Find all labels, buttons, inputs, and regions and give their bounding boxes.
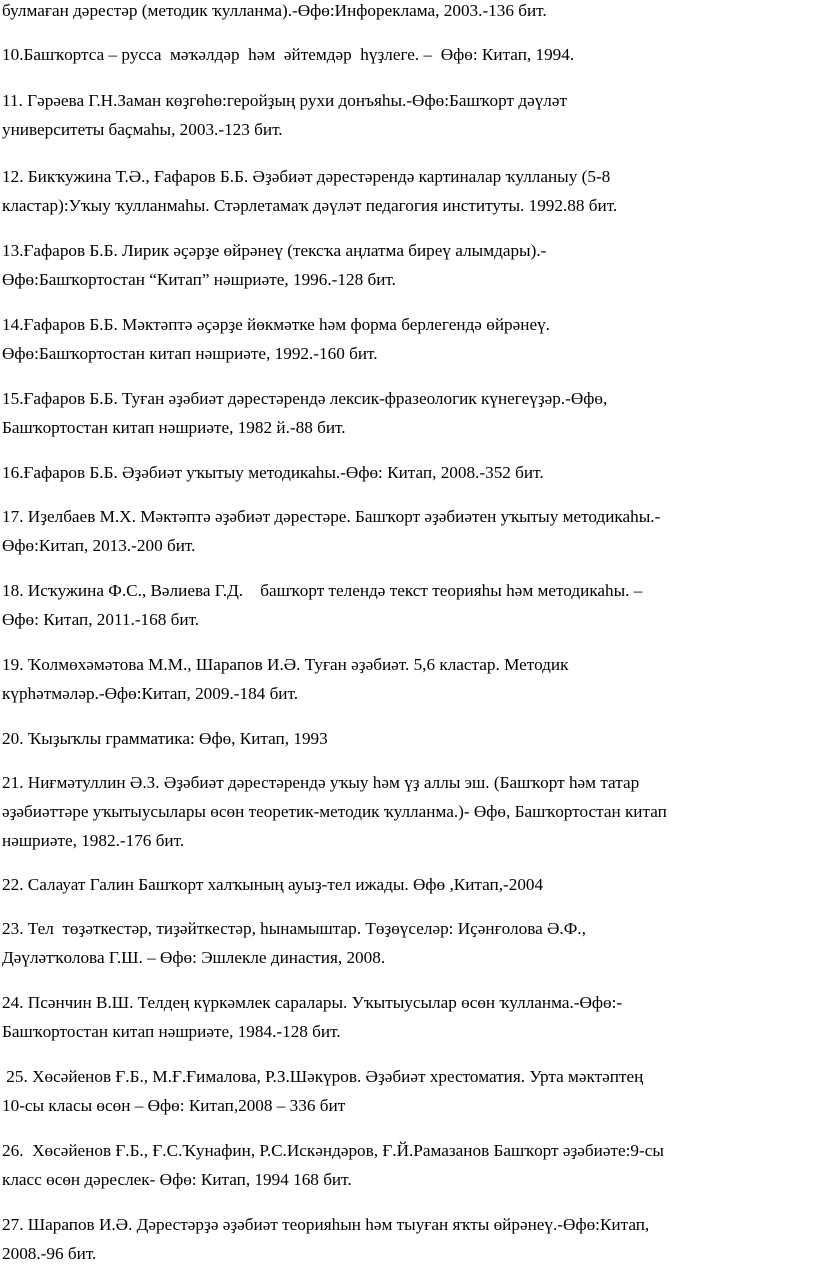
reference-line: 2008.-96 бит. [2, 1244, 97, 1263]
reference-line: 11. Гәрәева Г.Н.Заман көҙгөһө:геройҙың рухи донъяһы.-Өфө:Башҡорт дәүләт [2, 91, 568, 110]
reference-item-14 [2, 310, 814, 368]
reference-line: 14.Ғафаров Б.Б. Мәктәптә әҫәрҙе йөкмәтке һәм форма берлегендә өйрәнеү. [2, 315, 550, 334]
reference-item-17 [2, 502, 814, 560]
reference-line: Башҡортостан китап нәшриәте, 1984.-128 бит. [2, 1022, 341, 1041]
reference-line: 26. Хөсәйенов Ғ.Б., Ғ.С.Ҡунафин, Р.С.Искәндәров, Ғ.Й.Рамазанов Башҡорт әҙәбиәте:9-сы [2, 1141, 664, 1160]
reference-line: кластар):Уҡыу ҡулланмаһы. Стәрлетамаҡ дәүләт педагогия институты. 1992.88 бит. [2, 196, 618, 215]
reference-line: 17. Иҙелбаев М.Х. Мәктәптә әҙәбиәт дәрестәре. Башҡорт әҙәбиәтен уҡытыу методикаһы.- [2, 507, 661, 526]
reference-item-24 [2, 988, 814, 1046]
reference-line: Башҡортостан китап нәшриәте, 1982 й.-88 бит. [2, 418, 346, 437]
reference-line: 21. Ниғмәтуллин Ә.З. Әҙәбиәт дәрестәрендә уҡыу һәм үҙ аллы эш. (Башҡорт һәм татар [2, 773, 640, 792]
reference-line: 13.Ғафаров Б.Б. Лирик әҫәрҙе өйрәнеү (тексҡа аңлатма биреү алымдары).- [2, 241, 547, 260]
reference-item-12 [2, 162, 814, 220]
reference-line: Дәүләтҡолова Г.Ш. – Өфө: Эшлекле династия, 2008. [2, 948, 386, 967]
reference-item-21 [2, 768, 814, 855]
reference-line: 22. Салауат Галин Башҡорт халҡының ауыҙ-тел ижады. Өфө ,Китап,-2004 [2, 875, 544, 894]
reference-line: булмаған дәрестәр (методик ҡулланма).-Өфө:Инфореклама, 2003.-136 бит. [2, 1, 547, 20]
reference-line: 10.Башҡортса – русса мәҡәлдәр һәм әйтемдәр һүҙлеге. – Өфө: Китап, 1994. [2, 45, 575, 64]
reference-line: 20. Ҡыҙыҡлы грамматика: Өфө, Китап, 1993 [2, 729, 328, 748]
reference-line: Өфө: Китап, 2011.-168 бит. [2, 610, 200, 629]
reference-item-27 [2, 1210, 814, 1268]
reference-item-13 [2, 236, 814, 294]
reference-item-25 [2, 1062, 814, 1120]
reference-line: 19. Ҡолмөхәмәтова М.М., Шарапов И.Ә. Туған әҙәбиәт. 5,6 кластар. Методик [2, 655, 569, 674]
reference-line: 18. Исҡужина Ф.С., Вәлиева Г.Д. башҡорт телендә текст теорияһы һәм методикаһы. – [2, 581, 643, 600]
reference-item-23 [2, 914, 814, 972]
reference-line: 16.Ғафаров Б.Б. Әҙәбиәт уҡытыу методикаһы.-Өфө: Китап, 2008.-352 бит. [2, 463, 544, 482]
reference-item-22 [2, 870, 814, 899]
reference-line: 12. Бикҡужина Т.Ә., Ғафаров Б.Б. Әҙәбиәт дәрестәрендә картиналар ҡулланыу (5-8 [2, 167, 611, 186]
reference-item-10 [2, 40, 814, 69]
reference-item-19 [2, 650, 814, 708]
reference-item-18 [2, 576, 814, 634]
reference-line: 15.Ғафаров Б.Б. Туған әҙәбиәт дәрестәрендә лексик-фразеологик күнегеүҙәр.-Өфө, [2, 389, 608, 408]
reference-line: Өфө:Башҡортостан “Китап” нәшриәте, 1996.-128 бит. [2, 270, 396, 289]
reference-item-26 [2, 1136, 814, 1194]
reference-line: 25. Хөсәйенов Ғ.Б., М.Ғ.Ғималова, Р.З.Шәкүров. Әҙәбиәт хрестоматия. Урта мәктәптең [2, 1067, 644, 1086]
reference-item-15 [2, 384, 814, 442]
reference-line: әҙәбиәттәре уҡытыусылары өсөн теоретик-методик ҡулланма.)- Өфө, Башҡортостан китап [2, 802, 667, 821]
reference-item-11 [2, 86, 814, 144]
reference-line: Өфө:Китап, 2013.-200 бит. [2, 536, 196, 555]
reference-item-16 [2, 458, 814, 487]
reference-line: Өфө:Башҡортостан китап нәшриәте, 1992.-160 бит. [2, 344, 378, 363]
reference-line: 10-сы класы өсөн – Өфө: Китап,2008 – 336 бит [2, 1096, 346, 1115]
reference-line: күрһәтмәләр.-Өфө:Китап, 2009.-184 бит. [2, 684, 299, 703]
reference-line: 27. Шарапов И.Ә. Дәрестәрҙә әҙәбиәт теорияһын һәм тыуған яҡты өйрәнеү.-Өфө:Китап, [2, 1215, 650, 1234]
reference-line: 24. Псәнчин В.Ш. Телдең күркәмлек саралары. Уҡытыусылар өсөн ҡулланма.-Өфө:- [2, 993, 623, 1012]
reference-line: нәшриәте, 1982.-176 бит. [2, 831, 185, 850]
reference-item-20 [2, 724, 814, 753]
reference-line: 23. Тел төҙәткестәр, тиҙәйткестәр, һынамыштар. Төҙөүселәр: Иҫәнғолова Ә.Ф., [2, 919, 586, 938]
reference-item-continued [2, 0, 814, 25]
reference-line: класс өсөн дәреслек- Өфө: Китап, 1994 168 бит. [2, 1170, 352, 1189]
reference-line: университеты баҫмаһы, 2003.-123 бит. [2, 120, 283, 139]
